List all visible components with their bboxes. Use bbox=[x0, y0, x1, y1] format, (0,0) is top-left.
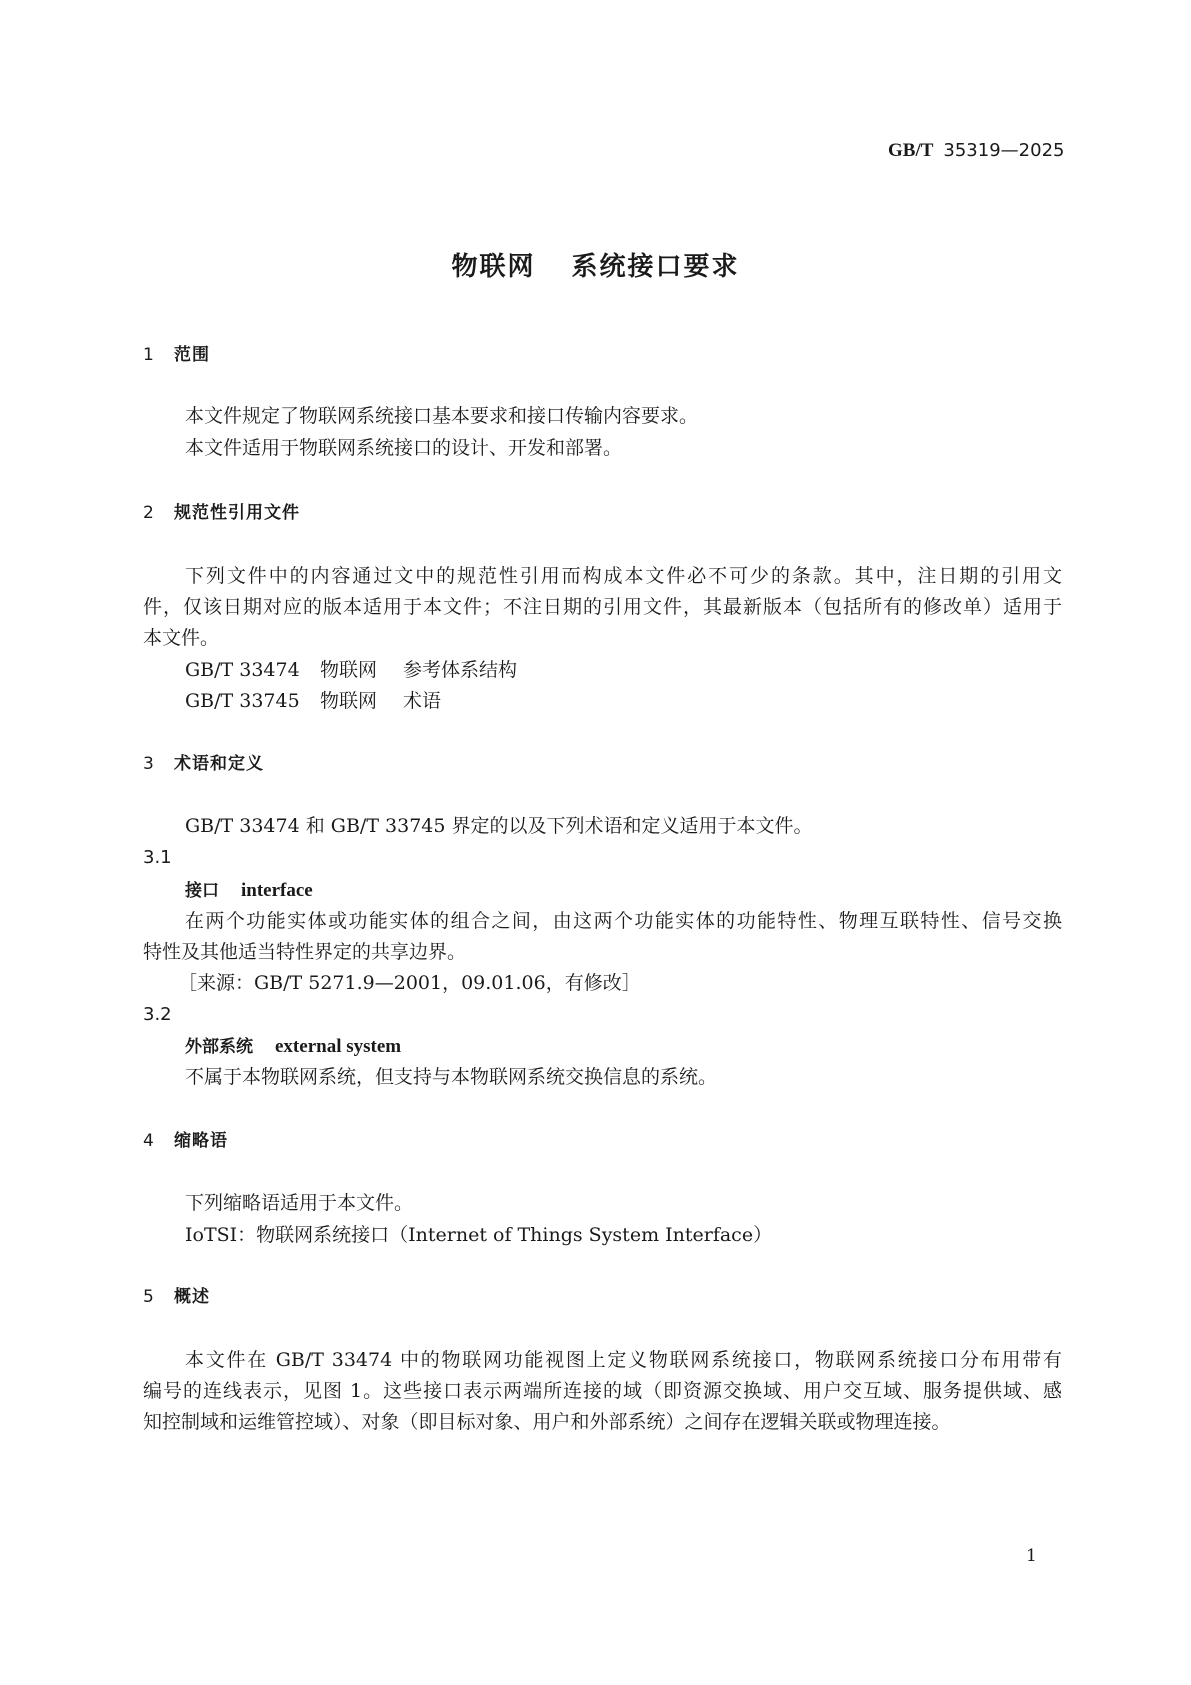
page-number: 1 bbox=[1026, 1546, 1037, 1566]
term-entry bbox=[185, 1033, 401, 1060]
section-number: 5 bbox=[143, 1287, 154, 1307]
abbreviation-line: IoTSI：物联网系统接口（Internet of Things System Interface） bbox=[185, 1224, 773, 1246]
reference-code: GB/T 33745 bbox=[185, 690, 300, 712]
section-heading: 缩略语 bbox=[174, 1131, 228, 1151]
section-heading: 规范性引用文件 bbox=[174, 503, 300, 523]
paragraph-line: 本文件适用于物联网系统接口的设计、开发和部署。 bbox=[185, 437, 623, 459]
title-part2: 系统接口要求 bbox=[571, 252, 740, 282]
reference-domain: 物联网 bbox=[320, 690, 378, 712]
term-number: 3.2 bbox=[143, 1004, 172, 1025]
title-part1: 物联网 bbox=[451, 252, 536, 282]
reference-title: 术语 bbox=[403, 690, 442, 712]
section-number: 2 bbox=[143, 503, 154, 523]
section-heading: 概述 bbox=[174, 1287, 210, 1307]
section-heading: 范围 bbox=[174, 345, 210, 365]
definition-line: 在两个功能实体或功能实体的组合之间，由这两个功能实体的功能特性、物理互联特性、信号交换 bbox=[185, 910, 1062, 932]
definition-line: 特性及其他适当特性界定的共享边界。 bbox=[143, 941, 467, 963]
definition-line: 不属于本物联网系统，但支持与本物联网系统交换信息的系统。 bbox=[185, 1066, 718, 1088]
paragraph-line: 件，仅该日期对应的版本适用于本文件；不注日期的引用文件，其最新版本（包括所有的修改单）适用于 bbox=[143, 596, 1062, 618]
section-number: 4 bbox=[143, 1131, 154, 1151]
std-prefix: GB/T bbox=[888, 140, 934, 161]
term-entry bbox=[185, 877, 313, 904]
paragraph-line: 本文件规定了物联网系统接口基本要求和接口传输内容要求。 bbox=[185, 405, 699, 427]
paragraph-line: 下列缩略语适用于本文件。 bbox=[185, 1192, 414, 1214]
paragraph-line: 下列文件中的内容通过文中的规范性引用而构成本文件必不可少的条款。其中，注日期的引用文 bbox=[185, 565, 1062, 587]
reference-domain: 物联网 bbox=[320, 659, 378, 681]
document-title bbox=[0, 246, 1191, 283]
reference-code: GB/T 33474 bbox=[185, 659, 300, 681]
term-source: ［来源：GB/T 5271.9—2001，09.01.06，有修改］ bbox=[178, 972, 641, 994]
term-zh: 接口 bbox=[185, 881, 219, 901]
term-zh: 外部系统 bbox=[185, 1037, 253, 1057]
paragraph-line: 知控制域和运维管控域）、对象（即目标对象、用户和外部系统）之间存在逻辑关联或物理连接。 bbox=[143, 1411, 951, 1433]
term-en: external system bbox=[275, 1036, 402, 1057]
section-number: 1 bbox=[143, 345, 154, 365]
paragraph-line: 本文件。 bbox=[143, 627, 220, 649]
section-number: 3 bbox=[143, 754, 154, 774]
std-number: 35319—2025 bbox=[943, 140, 1065, 161]
standard-number bbox=[888, 140, 1064, 162]
section-heading: 术语和定义 bbox=[174, 754, 264, 774]
paragraph-line: 编号的连线表示，见图 1。这些接口表示两端所连接的域（即资源交换域、用户交互域、服务提供域、感 bbox=[143, 1380, 1062, 1402]
term-number: 3.1 bbox=[143, 847, 172, 868]
paragraph-line: 本文件在 GB/T 33474 中的物联网功能视图上定义物联网系统接口，物联网系统接口分布用带有 bbox=[185, 1349, 1062, 1371]
term-en: interface bbox=[241, 880, 313, 901]
reference-title: 参考体系结构 bbox=[403, 659, 518, 681]
paragraph-line: GB/T 33474 和 GB/T 33745 界定的以及下列术语和定义适用于本文件。 bbox=[185, 815, 813, 837]
